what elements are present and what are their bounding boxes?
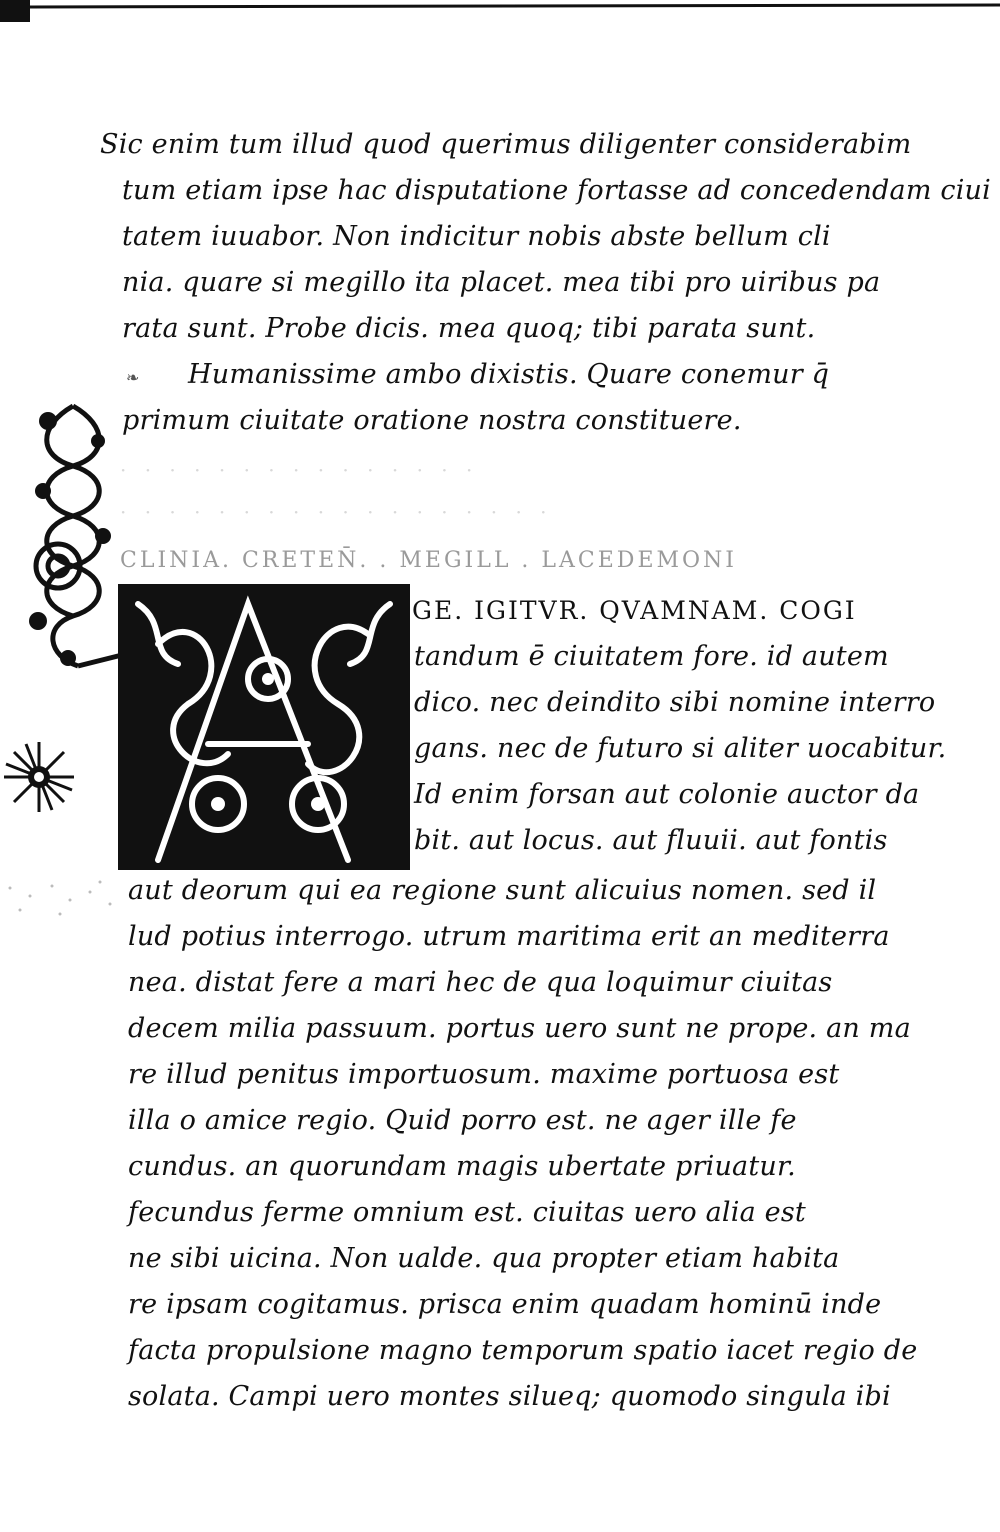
text-line-2: tum etiam ipse hac disputatione fortasse ad concedendam ciui: [122, 175, 991, 206]
text-line-beside-4: Id enim forsan aut colonie auctor da: [414, 779, 920, 810]
rubric-speakers: CLINIA. CRETEN̄. . MEGILL . LACEDEMONI: [120, 548, 737, 573]
text-line-17: re ipsam cogitamus. prisca enim quadam hominū inde: [128, 1289, 882, 1320]
text-line-11: decem milia passuum. portus uero sunt ne prope. an ma: [128, 1013, 911, 1044]
incipit-line: GE. IGITVR. QVAMNAM. COGI: [412, 596, 857, 625]
text-line-18: facta propulsione magno temporum spatio iacet regio de: [128, 1335, 918, 1366]
text-line-19: solata. Campi uero montes silueq; quomodo singula ibi: [128, 1381, 891, 1412]
text-line-9: lud potius interrogo. utrum maritima erit an mediterra: [128, 921, 890, 952]
text-line-4: nia. quare si megillo ita placet. mea tibi pro uiribus pa: [122, 267, 881, 298]
text-line-14: cundus. an quorundam magis ubertate priuatur.: [128, 1151, 796, 1182]
paragraph-mark: ❧: [126, 368, 140, 387]
text-line-5: rata sunt. Probe dicis. mea quoq; tibi parata sunt.: [122, 313, 816, 344]
text-line-beside-5: bit. aut locus. aut fluuii. aut fontis: [414, 825, 888, 856]
show-through-line-2: · · · · · · · · · · · · · · · · · ·: [120, 500, 553, 524]
text-line-8: aut deorum qui ea regione sunt alicuius nomen. sed il: [128, 875, 877, 906]
text-line-beside-3: gans. nec de futuro si aliter uocabitur.: [414, 733, 947, 764]
decorated-initial-letter: [118, 584, 410, 870]
text-line-1: Sic enim tum illud quod querimus diligenter considerabim: [100, 129, 912, 160]
margin-specks: [0, 868, 130, 928]
star-ornament-icon: [2, 740, 76, 814]
show-through-line-1: · · · · · · · · · · · · · · ·: [120, 458, 479, 482]
text-line-16: ne sibi uicina. Non ualde. qua propter etiam habita: [128, 1243, 840, 1274]
interlace-border-ornament: [18, 396, 128, 676]
text-line-beside-1: tandum ē ciuitatem fore. id autem: [414, 641, 889, 672]
text-line-7: primum ciuitate oratione nostra constituere.: [122, 405, 742, 436]
text-line-10: nea. distat fere a mari hec de qua loquimur ciuitas: [128, 967, 833, 998]
text-line-13: illa o amice regio. Quid porro est. ne ager ille fe: [128, 1105, 797, 1136]
top-border-mark: [0, 0, 1000, 24]
text-line-15: fecundus ferme omnium est. ciuitas uero alia est: [128, 1197, 806, 1228]
text-line-12: re illud penitus importuosum. maxime portuosa est: [128, 1059, 840, 1090]
text-line-beside-2: dico. nec deindito sibi nomine interro: [414, 687, 936, 718]
text-line-3: tatem iuuabor. Non indicitur nobis abste bellum cli: [122, 221, 831, 252]
text-line-6: Humanissime ambo dixistis. Quare conemur q̄: [188, 359, 830, 390]
